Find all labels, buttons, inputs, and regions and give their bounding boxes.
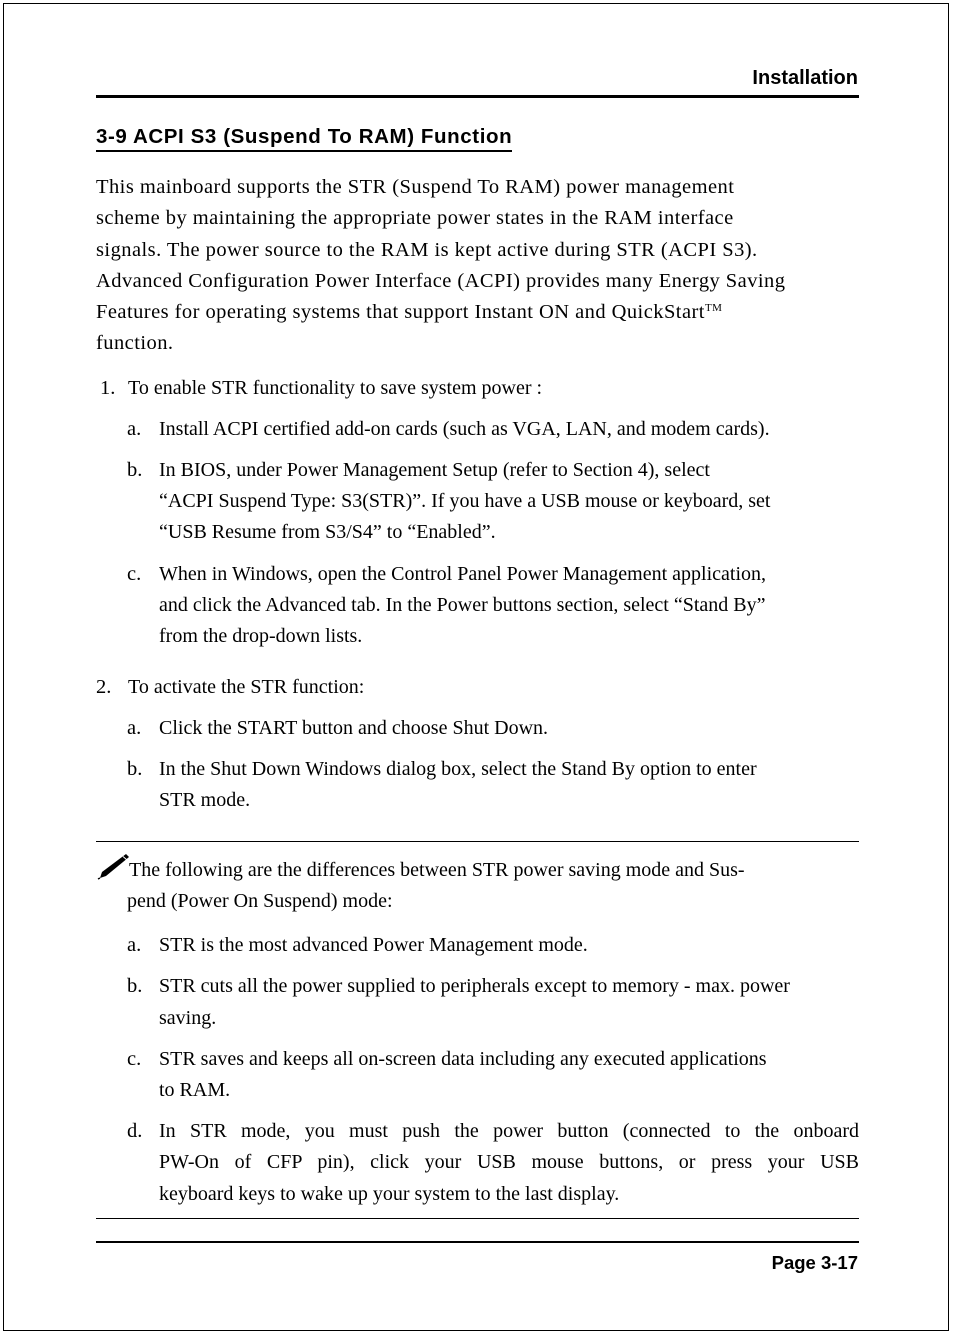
item-letter: b. (127, 758, 143, 780)
item-line: “ACPI Suspend Type: S3(STR)”. If you have a USB mouse or keyboard, set (159, 490, 771, 512)
item-line: PW-On of CFP pin), click your USB mouse buttons, or press your USB (159, 1151, 859, 1173)
item-letter: c. (127, 1048, 142, 1070)
item-line: keyboard keys to wake up your system to the last display. (159, 1183, 620, 1205)
item-line: STR mode. (159, 789, 251, 811)
intro-line: This mainboard supports the STR (Suspend To RAM) power management (96, 176, 735, 198)
running-header: Installation (752, 67, 858, 89)
note-line: pend (Power On Suspend) mode: (127, 890, 393, 912)
item-line: from the drop-down lists. (159, 625, 363, 647)
item-line: When in Windows, open the Control Panel Power Management application, (159, 563, 767, 585)
item-line: to RAM. (159, 1079, 231, 1101)
note-bottom-rule (96, 1218, 859, 1219)
item-letter: c. (127, 563, 142, 585)
step-text: To enable STR functionality to save system power : (128, 377, 543, 399)
item-line: “USB Resume from S3/S4” to “Enabled”. (159, 521, 496, 543)
footer-rule (96, 1241, 859, 1243)
intro-line: function. (96, 332, 174, 355)
item-letter: b. (127, 975, 143, 997)
item-letter: a. (127, 934, 142, 956)
pencil-icon (96, 852, 130, 880)
item-letter: b. (127, 459, 143, 481)
intro-line: signals. The power source to the RAM is kept active during STR (ACPI S3). (96, 238, 758, 261)
note-line: The following are the differences between STR power saving mode and Sus- (129, 859, 745, 881)
item-line: STR cuts all the power supplied to peripherals except to memory - max. power (159, 975, 790, 997)
intro-line: scheme by maintaining the appropriate power states in the RAM interface (96, 207, 734, 230)
item-line: saving. (159, 1007, 217, 1029)
item-line: In STR mode, you must push the power button (connected to the onboard (159, 1120, 859, 1142)
section-heading: 3-9 ACPI S3 (Suspend To RAM) Function (96, 124, 512, 152)
item-letter: a. (127, 717, 142, 739)
intro-line-text: Features for operating systems that support Instant ON and QuickStart (96, 301, 705, 324)
item-line: STR is the most advanced Power Management mode. (159, 934, 588, 956)
intro-line: Advanced Configuration Power Interface (ACPI) provides many Energy Saving (96, 269, 786, 292)
header-rule (96, 95, 859, 98)
item-letter: a. (127, 418, 142, 440)
intro-paragraph (96, 172, 866, 360)
intro-line (96, 297, 866, 328)
item-line: and click the Advanced tab. In the Power buttons section, select “Stand By” (159, 594, 766, 616)
note-top-rule (96, 841, 859, 842)
item-line: In the Shut Down Windows dialog box, select the Stand By option to enter (159, 758, 757, 780)
step-text: To activate the STR function: (128, 676, 365, 698)
item-line: In BIOS, under Power Management Setup (refer to Section 4), select (159, 459, 710, 481)
item-letter: d. (127, 1120, 143, 1142)
item-line: Install ACPI certified add-on cards (such as VGA, LAN, and modem cards). (159, 418, 770, 440)
item-line: STR saves and keeps all on-screen data including any executed applications (159, 1048, 767, 1070)
step-number: 1. (100, 377, 116, 399)
page-number: Page 3-17 (771, 1252, 858, 1273)
item-line: Click the START button and choose Shut Down. (159, 717, 549, 739)
step-number: 2. (96, 676, 112, 698)
trademark-symbol: TM (704, 302, 723, 315)
